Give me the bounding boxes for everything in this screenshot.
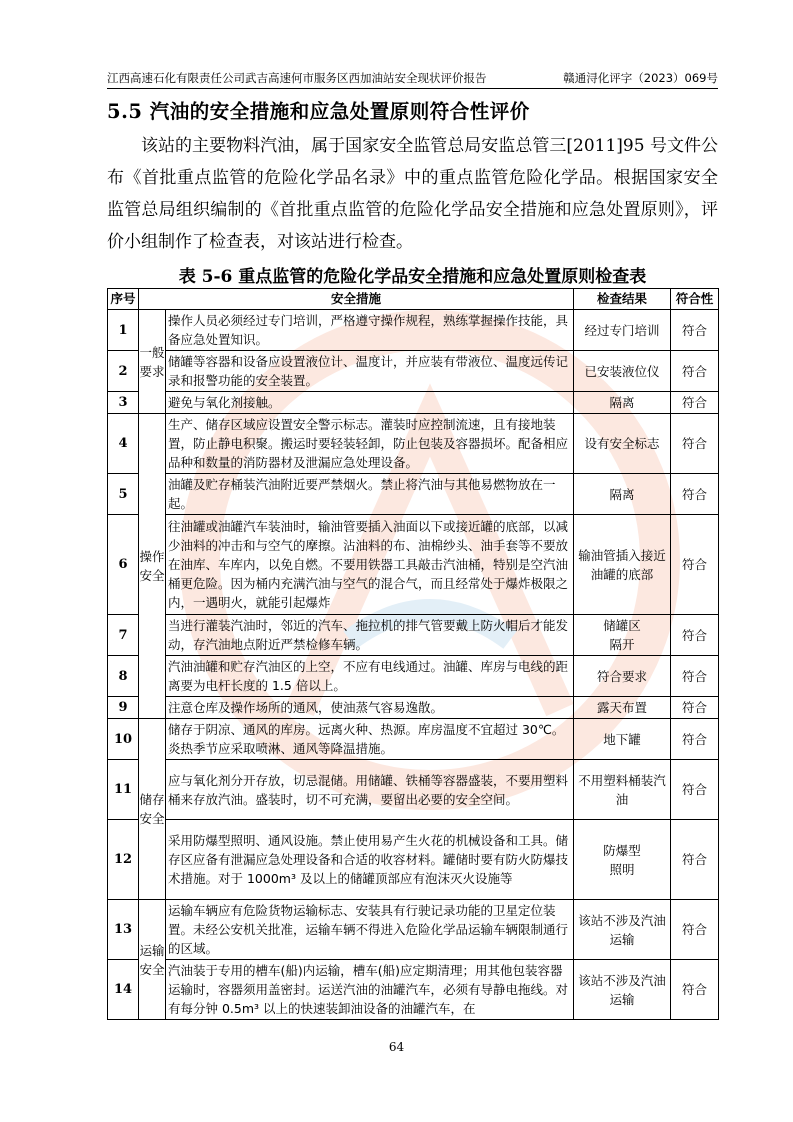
- page-number: 64: [388, 1040, 405, 1054]
- row-number: 9: [108, 697, 139, 719]
- check-table: [107, 288, 719, 1020]
- table-row: [108, 820, 719, 900]
- row-number: 1: [108, 310, 139, 351]
- row-number: 2: [108, 351, 139, 392]
- row-result: 隔离: [574, 392, 671, 414]
- row-measure: 操作人员必须经过专门培训，严格遵守操作规程，熟练掌握操作技能，具备应急处置知识。: [166, 310, 574, 351]
- row-measure: 当进行灌装汽油时，邻近的汽车、拖拉机的排气管要戴上防火帽后才能发动，存汽油地点附近严禁检修车辆。: [166, 615, 574, 656]
- intro-text: 该站的主要物料汽油，属于国家安全监管总局安监总管三[2011]95 号文件公布《首批重点监管的危险化学品名录》中的重点监管危险化学品。根据国家安全监管总局组织编制的《首批重点监管的危险化学品安全措施和应急处置原则》，评价小组制作了检查表，对该站进行检查。: [107, 136, 718, 252]
- row-conformity: 符合: [671, 656, 719, 697]
- row-number: 13: [108, 900, 139, 960]
- row-conformity: 符合: [671, 414, 719, 474]
- row-number: 4: [108, 414, 139, 474]
- row-result: 输油管插入接近油罐的底部: [574, 515, 671, 615]
- row-conformity: 符合: [671, 474, 719, 515]
- row-result: 经过专门培训: [574, 310, 671, 351]
- row-measure: 油罐及贮存桶装汽油附近要严禁烟火。禁止将汽油与其他易燃物放在一起。: [166, 474, 574, 515]
- table-row: [108, 960, 719, 1020]
- row-result: 该站不涉及汽油运输: [574, 900, 671, 960]
- header-report-title: 江西高速石化有限责任公司武吉高速何市服务区西加油站安全现状评价报告: [107, 71, 487, 85]
- table-row: [108, 414, 719, 474]
- row-measure: 往油罐或油罐汽车装油时，输油管要插入油面以下或接近罐的底部，以减少油料的冲击和与空气的摩擦。沾油料的布、油棉纱头、油手套等不要放在油库、车库内，以免自燃。不要用铁器工具敲击汽油桶，特别是空汽油桶更危险。因为桶内充满汽油与空气的混合气，而且经常处于爆炸极限之内，一遇明火，就能引起爆炸: [166, 515, 574, 615]
- row-number: 14: [108, 960, 139, 1020]
- row-measure: 采用防爆型照明、通风设施。禁止使用易产生火花的机械设备和工具。储存区应备有泄漏应急处理设备和合适的收容材料。罐储时要有防火防爆技术措施。对于 1000m³ 及以上的储罐顶部应有泡沫灭火设施等: [166, 820, 574, 900]
- category-general: 一般要求: [139, 310, 166, 414]
- row-number: 11: [108, 760, 139, 820]
- row-result: 不用塑料桶装汽油: [574, 760, 671, 820]
- row-measure: 生产、储存区域应设置安全警示标志。灌装时应控制流速，且有接地装置，防止静电积聚。搬运时要轻装轻卸，防止包装及容器损坏。配备相应品种和数量的消防器材及泄漏应急处理设备。: [166, 414, 574, 474]
- row-number: 10: [108, 719, 139, 760]
- row-conformity: 符合: [671, 615, 719, 656]
- header-report-number: 赣通浔化评字（2023）069号: [563, 71, 718, 85]
- row-measure: 汽油装于专用的槽车(船)内运输，槽车(船)应定期清理；用其他包装容器运输时，容器须用盖密封。运送汽油的油罐汽车，必须有导静电拖线。对有每分钟 0.5m³ 以上的快速装卸油设备的油罐汽车，在: [166, 960, 574, 1020]
- table-row: [108, 900, 719, 960]
- row-conformity: 符合: [671, 820, 719, 900]
- table-row: [108, 310, 719, 351]
- row-conformity: 符合: [671, 697, 719, 719]
- row-conformity: 符合: [671, 515, 719, 615]
- row-result: 隔离: [574, 474, 671, 515]
- col-header-no: 序号: [108, 289, 139, 310]
- row-result: 设有安全标志: [574, 414, 671, 474]
- table-row: [108, 351, 719, 392]
- row-result: 储罐区 隔开: [574, 615, 671, 656]
- row-number: 12: [108, 820, 139, 900]
- category-transport: 运输安全: [139, 900, 166, 1020]
- row-result: 该站不涉及汽油运输: [574, 960, 671, 1020]
- category-storage: 储存安全: [139, 719, 166, 900]
- row-number: 8: [108, 656, 139, 697]
- row-number: 3: [108, 392, 139, 414]
- table-row: [108, 656, 719, 697]
- table-header-row: [108, 289, 719, 310]
- row-measure: 运输车辆应有危险货物运输标志、安装具有行驶记录功能的卫星定位装置。未经公安机关批准，运输车辆不得进入危险化学品运输车辆限制通行的区域。: [166, 900, 574, 960]
- table-row: [108, 515, 719, 615]
- row-number: 7: [108, 615, 139, 656]
- row-conformity: 符合: [671, 900, 719, 960]
- col-header-conformity: 符合性: [671, 289, 719, 310]
- table-row: [108, 719, 719, 760]
- row-result: 地下罐: [574, 719, 671, 760]
- row-conformity: 符合: [671, 392, 719, 414]
- row-result: 防爆型 照明: [574, 820, 671, 900]
- table-row: [108, 760, 719, 820]
- table-caption: 表 5-6 重点监管的危险化学品安全措施和应急处置原则检查表: [178, 267, 647, 287]
- row-conformity: 符合: [671, 351, 719, 392]
- row-number: 6: [108, 515, 139, 615]
- row-measure: 避免与氧化剂接触。: [166, 392, 574, 414]
- row-measure: 应与氧化剂分开存放，切忌混储。用储罐、铁桶等容器盛装，不要用塑料桶来存放汽油。盛装时，切不可充满，要留出必要的安全空间。: [166, 760, 574, 820]
- row-result: 露天布置: [574, 697, 671, 719]
- row-measure: 储罐等容器和设备应设置液位计、温度计，并应装有带液位、温度远传记录和报警功能的安全装置。: [166, 351, 574, 392]
- table-row: [108, 392, 719, 414]
- col-header-result: 检查结果: [574, 289, 671, 310]
- row-number: 5: [108, 474, 139, 515]
- row-result: 已安装液位仪: [574, 351, 671, 392]
- intro-paragraph: [107, 130, 718, 258]
- row-conformity: 符合: [671, 719, 719, 760]
- table-row: [108, 615, 719, 656]
- row-conformity: 符合: [671, 760, 719, 820]
- row-measure: 注意仓库及操作场所的通风，使油蒸气容易逸散。: [166, 697, 574, 719]
- col-header-measure: 安全措施: [139, 289, 574, 310]
- table-row: [108, 697, 719, 719]
- table-row: [108, 474, 719, 515]
- category-operation: 操作安全: [139, 414, 166, 719]
- header-divider: [107, 88, 718, 89]
- row-conformity: 符合: [671, 310, 719, 351]
- row-conformity: 符合: [671, 960, 719, 1020]
- row-measure: 储存于阴凉、通风的库房。远离火种、热源。库房温度不宜超过 30℃。炎热季节应采取喷淋、通风等降温措施。: [166, 719, 574, 760]
- row-result: 符合要求: [574, 656, 671, 697]
- section-title: 5.5 汽油的安全措施和应急处置原则符合性评价: [107, 100, 530, 123]
- row-measure: 汽油油罐和贮存汽油区的上空，不应有电线通过。油罐、库房与电线的距离要为电杆长度的 1.5 倍以上。: [166, 656, 574, 697]
